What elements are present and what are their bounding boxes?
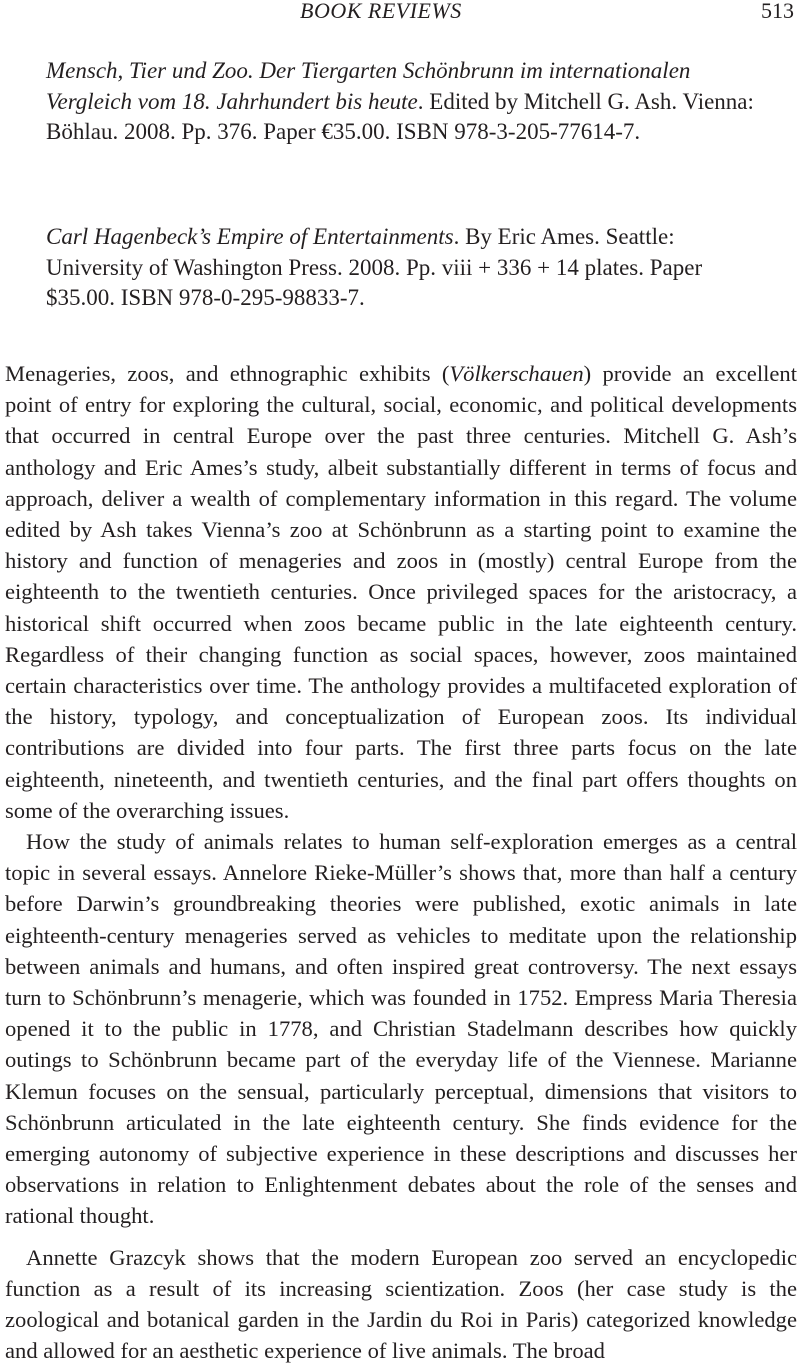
paragraph-1-text-b: ) provide an excellent point of entry for exploring the cultural, social, economic, and political developments that occurred in central Europe over the past three centuries. Mitchell G. Ash’s anthology and Eric Ames’s study, albeit substantially different in terms of focus and approach, deliver a wealth of complementary information in this regard. The volume edited by Ash takes Vienna’s zoo at Schönbrunn as a starting point to examine the history and function of menageries and zoos in (mostly) central Europe from the eighteenth to the twentieth centuries. Once privileged spaces for the aristocracy, a historical shift occurred when zoos became public in the late eighteenth century. Regardless of their changing function as social spaces, however, zoos maintained certain characteristics over time. The anthology provides a multifaceted exploration of the history, typology, and conceptualization of European zoos. Its individual contributions are divided into four parts. The first three parts focus on the late eighteenth, nineteenth, and twentieth centuries, and the final part offers thoughts on some of the overarching issues.	[5, 361, 797, 823]
page-number: 513	[761, 0, 794, 23]
citation-1	[46, 56, 776, 148]
citation-2-title: Carl Hagenbeck’s Empire of Entertainments	[46, 224, 454, 249]
running-head: BOOK REVIEWS	[300, 0, 462, 23]
paragraph-3: Annette Grazcyk shows that the modern European zoo served an encyclopedic function as a result of its increasing scientization. Zoos (her case study is the zoological and botanical garden in the Jardin du Roi in Paris) categorized knowledge and allowed for an aesthetic experience of live animals. The broad	[5, 1244, 797, 1364]
citation-2-details: . By Eric Ames. Seattle: University of Washington Press. 2008. Pp. viii + 336 + 14 plates. Paper $35.00. ISBN 978-0-295-98833-7.	[46, 224, 703, 310]
page-header	[0, 0, 800, 28]
citation-1-title: Mensch, Tier und Zoo. Der Tiergarten Schönbrunn im internationalen Vergleich vom 18. Jahrhundert bis heute	[46, 58, 691, 114]
paragraph-1-italic-term: Völkerschauen	[449, 361, 584, 386]
paragraph-2: How the study of animals relates to human self-exploration emerges as a central topic in several essays. Annelore Rieke-Müller’s shows that, more than half a century before Darwin’s groundbreaking theories were published, exotic animals in late eighteenth-century menageries served as vehicles to meditate upon the relationship between animals and humans, and often inspired great controversy. The next essays turn to Schönbrunn’s menagerie, which was founded in 1752. Empress Maria Theresia opened it to the public in 1778, and Christian Stadelmann describes how quickly outings to Schönbrunn became part of the everyday life of the Viennese. Marianne Klemun focuses on the sensual, particularly perceptual, dimensions that visitors to Schönbrunn articulated in the late eighteenth century. She finds evidence for the emerging autonomy of subjective experience in these descriptions and discusses her observations in relation to Enlightenment debates about the role of the senses and rational thought.	[5, 829, 797, 1229]
paragraph-1	[5, 358, 797, 826]
citation-1-details: . Edited by Mitchell G. Ash. Vienna: Böhlau. 2008. Pp. 376. Paper €35.00. ISBN 978-3-205-77614-7.	[46, 88, 754, 144]
review-body	[5, 358, 797, 1367]
paragraph-1-text-a: Menageries, zoos, and ethnographic exhibits (	[5, 361, 450, 386]
citation-2	[46, 222, 776, 314]
